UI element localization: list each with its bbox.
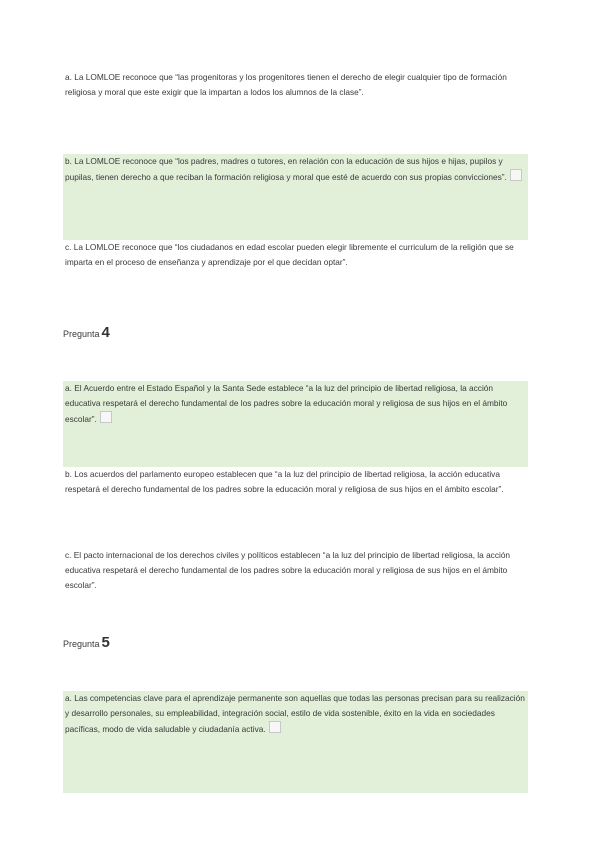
q3-option-b[interactable] [63,154,528,240]
question-number: 4 [101,324,110,341]
answer-checkbox[interactable] [100,411,112,423]
question-number: 5 [101,634,110,651]
q4-option-b[interactable] [63,467,528,497]
q3-option-c[interactable] [63,240,528,270]
q4-option-a[interactable] [63,381,528,467]
answer-checkbox[interactable] [510,169,522,181]
option-text: a. La LOMLOE reconoce que “las progenitoras y los progenitores tienen el derecho de elegir cualquier tipo de formación religiosa y moral que este exigir que la impartan a lodos los alumnos de la clase”. [65,72,507,97]
question-label: Pregunta [63,639,100,649]
q3-option-a[interactable] [63,70,528,100]
question-4-heading [63,324,110,341]
answer-checkbox[interactable] [269,721,281,733]
option-text: b. La LOMLOE reconoce que “los padres, madres o tutores, en relación con la educación de sus hijos e hijas, pupilos y pupilas, tienen derecho a que reciban la formación religiosa y moral que esté de acuerdo con sus propias convicciones”. [65,156,507,182]
option-text: c. La LOMLOE reconoce que “los ciudadanos en edad escolar pueden elegir libremente el curriculum de la religión que se imparta en el proceso de enseñanza y aprendizaje por el que decidan optar”. [65,242,514,267]
option-text: c. El pacto internacional de los derechos civiles y políticos establecen “a la luz del principio de libertad religiosa, la acción educativa respetará el derecho fundamental de los padres sobre la educación moral y religiosa de sus hijos en el ámbito escolar”. [65,550,511,590]
question-5-heading [63,634,110,651]
q4-option-c[interactable] [63,548,528,593]
q5-option-a[interactable] [63,691,528,793]
option-text: a. Las competencias clave para el aprendizaje permanente son aquellas que todas las personas precisan para su realización y desarrollo personales, su empleabilidad, integración social, estilo de vida sostenible, éxito en la vida en sociedades pacíficas, modo de vida saludable y ciudadanía activa. [65,693,525,734]
option-text: b. Los acuerdos del parlamento europeo establecen que “a la luz del principio de libertad religiosa, la acción educativa respetará el derecho fundamental de los padres sobre la educación moral y religiosa de sus hijos en el ámbito escolar”. [65,469,504,494]
question-label: Pregunta [63,329,100,339]
option-text: a. El Acuerdo entre el Estado Español y la Santa Sede establece “a la luz del principio de libertad religiosa, la acción educativa respetará el derecho fundamental de los padres sobre la educación moral y religiosa de sus hijos en el ámbito escolar”. [65,383,508,424]
